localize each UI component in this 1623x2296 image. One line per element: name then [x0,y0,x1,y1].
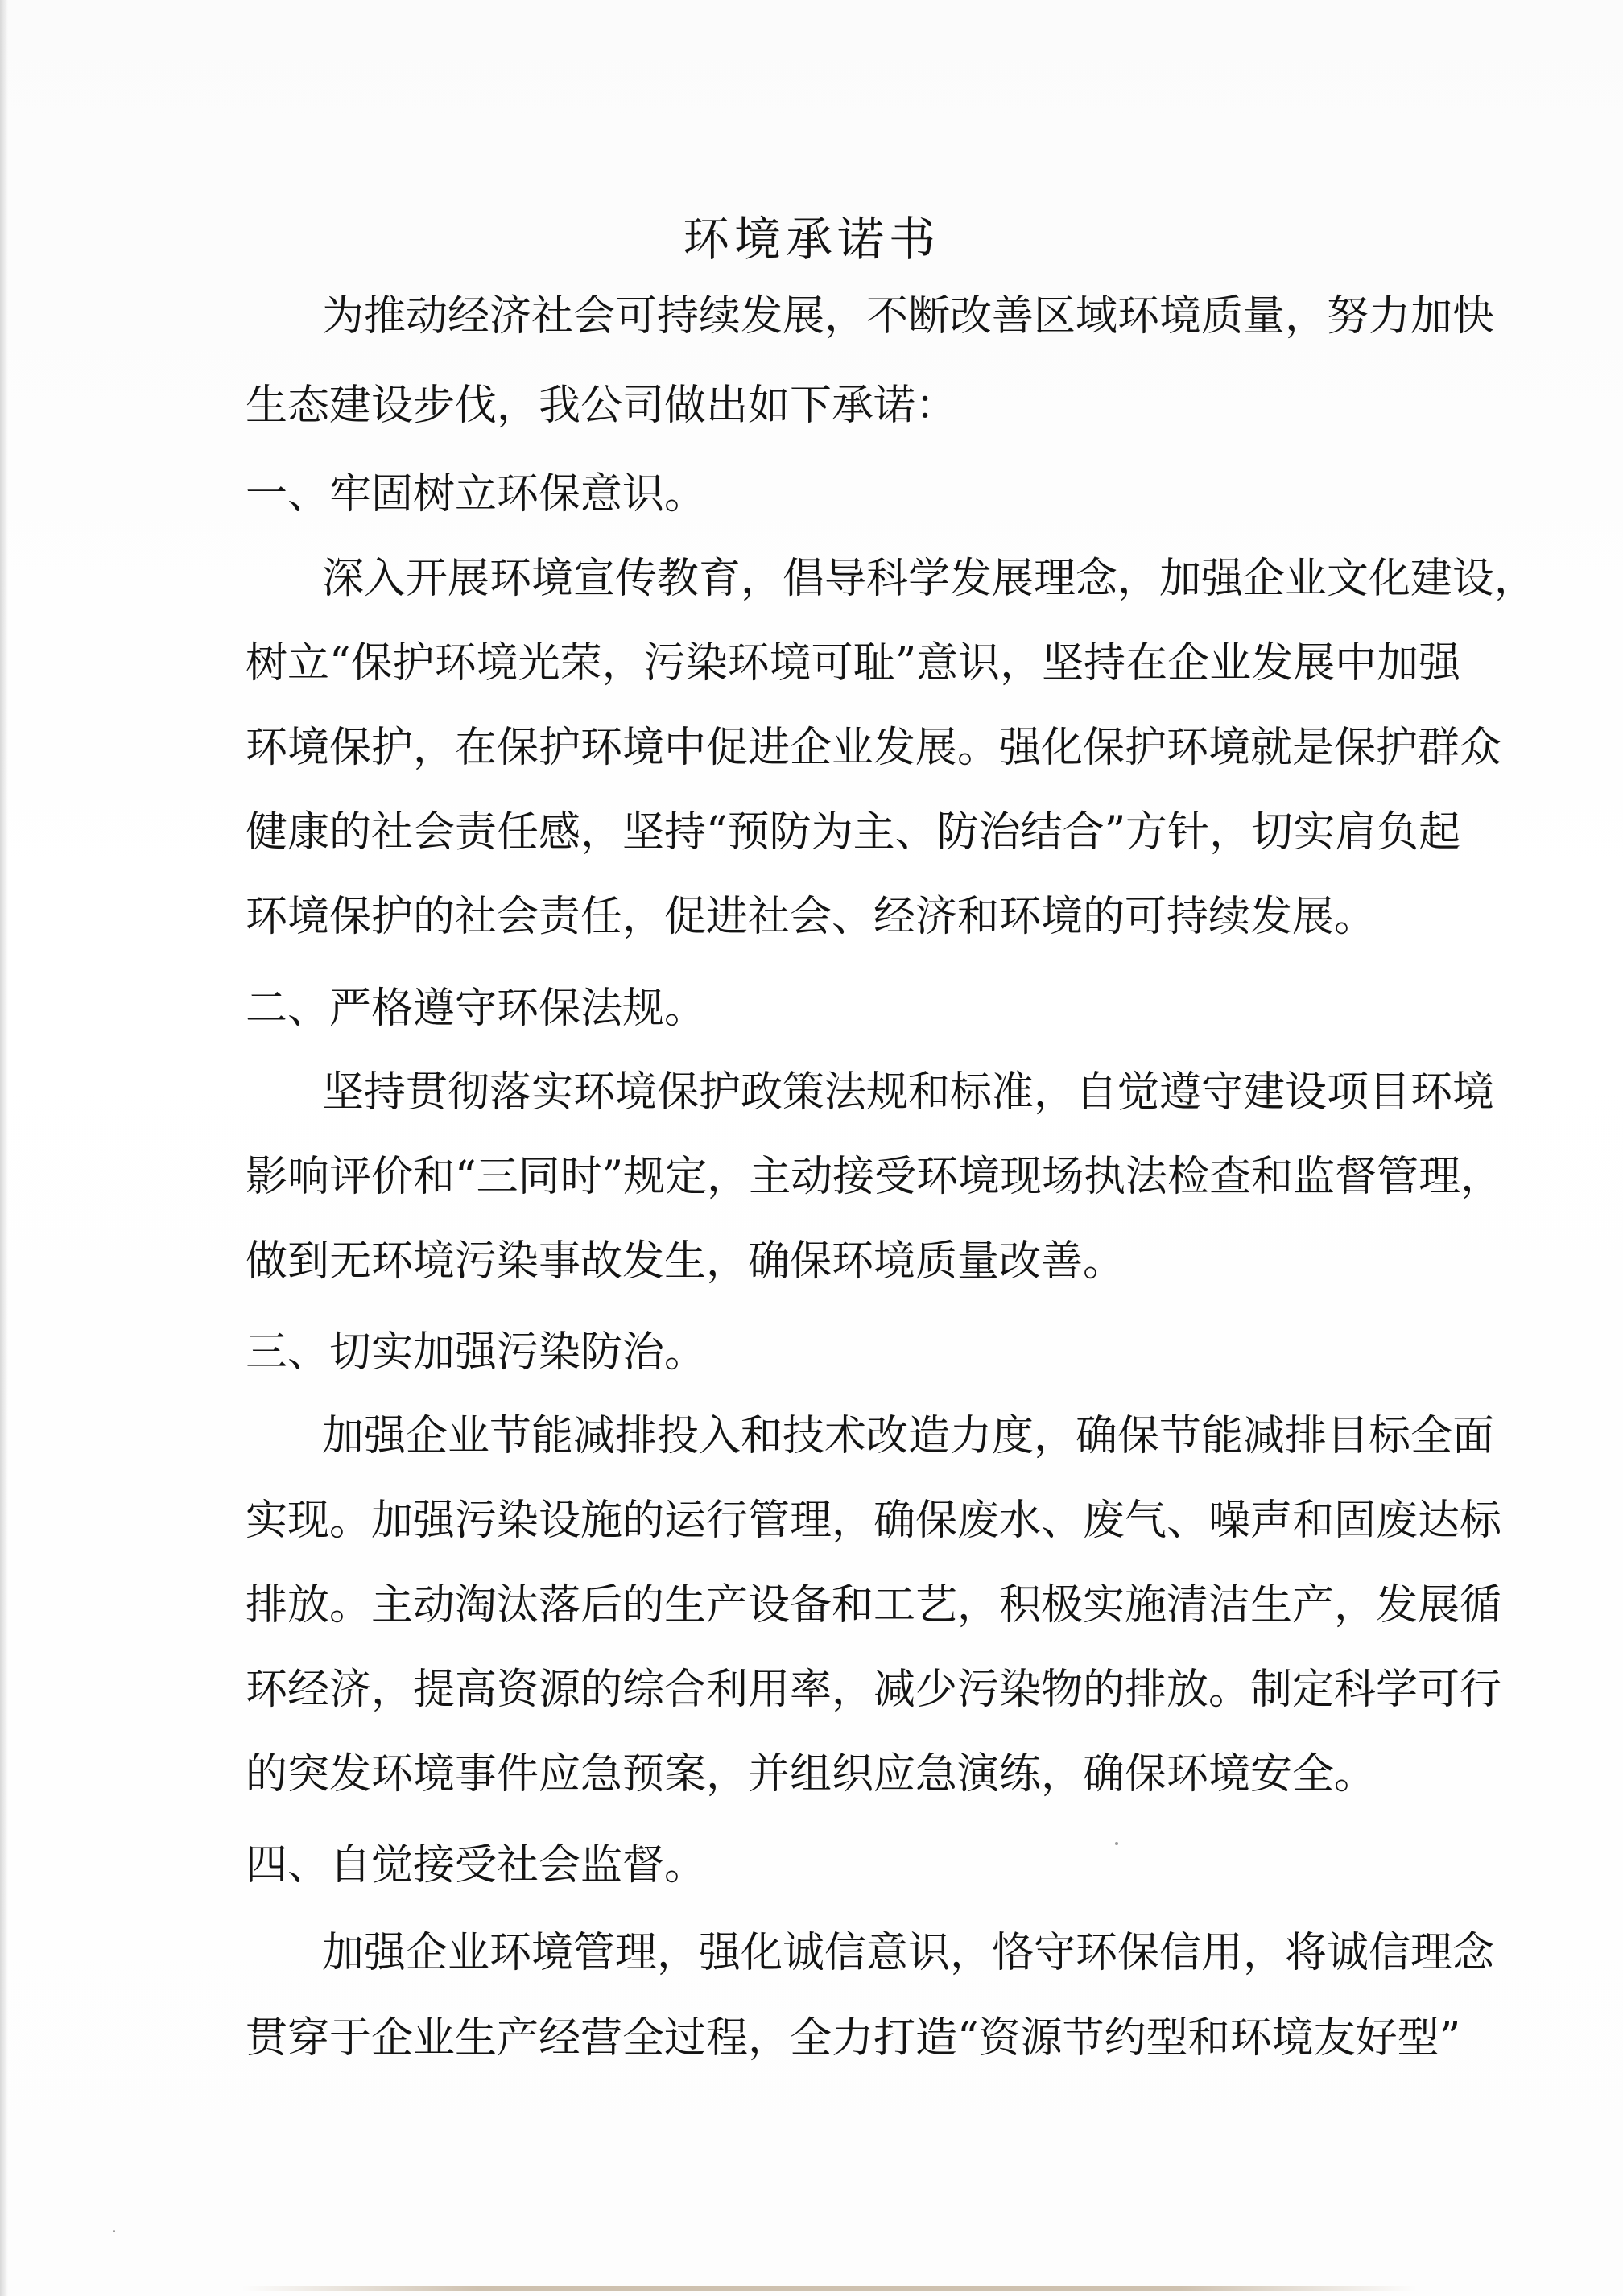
body-line: 的突发环境事件应急预案，并组织应急演练，确保环境安全。 [246,1750,1377,1798]
body-line: 环境保护，在保护环境中促进企业发展。强化保护环境就是保护群众 [246,724,1502,772]
body-line: 环境保护的社会责任，促进社会、经济和环境的可持续发展。 [246,893,1377,941]
section-heading-1: 一、牢固树立环保意识。 [246,470,707,518]
body-line: 坚持贯彻落实环境保护政策法规和标准，自觉遵守建设项目环境 [322,1068,1495,1117]
section-heading-4: 四、自觉接受社会监督。 [246,1841,707,1889]
document-title: 环境承诺书 [682,212,940,266]
body-line: 生态建设步伐，我公司做出如下承诺： [246,382,958,430]
section-heading-2: 二、严格遵守环保法规。 [246,985,707,1033]
body-line: 实现。加强污染设施的运行管理，确保废水、废气、噪声和固废达标 [246,1497,1502,1545]
scan-speck [113,2230,115,2232]
scan-edge [0,0,8,2296]
body-line: 做到无环境污染事故发生，确保环境质量改善。 [246,1237,1125,1286]
body-line: 排放。主动淘汰落后的生产设备和工艺，积极实施清洁生产，发展循 [246,1581,1502,1629]
body-line: 环经济，提高资源的综合利用率，减少污染物的排放。制定科学可行 [246,1666,1502,1714]
section-heading-3: 三、切实加强污染防治。 [246,1328,707,1377]
body-line: 健康的社会责任感，坚持“预防为主、防治结合”方针，切实肩负起 [246,808,1461,857]
body-line: 影响评价和“三同时”规定，主动接受环境现场执法检查和监督管理， [246,1153,1503,1201]
body-line: 为推动经济社会可持续发展，不断改善区域环境质量，努力加快 [322,292,1495,341]
scan-edge [242,2286,1417,2291]
body-line: 贯穿于企业生产经营全过程，全力打造“资源节约型和环境友好型” [246,2014,1461,2063]
body-line: 树立“保护环境光荣，污染环境可耻”意识，坚持在企业发展中加强 [246,639,1461,688]
body-line: 加强企业节能减排投入和技术改造力度，确保节能减排目标全面 [322,1412,1495,1460]
scan-speck [1115,1842,1118,1845]
body-line: 加强企业环境管理，强化诚信意识，恪守环保信用，将诚信理念 [322,1929,1495,1977]
body-line: 深入开展环境宣传教育，倡导科学发展理念，加强企业文化建设， [322,555,1537,603]
